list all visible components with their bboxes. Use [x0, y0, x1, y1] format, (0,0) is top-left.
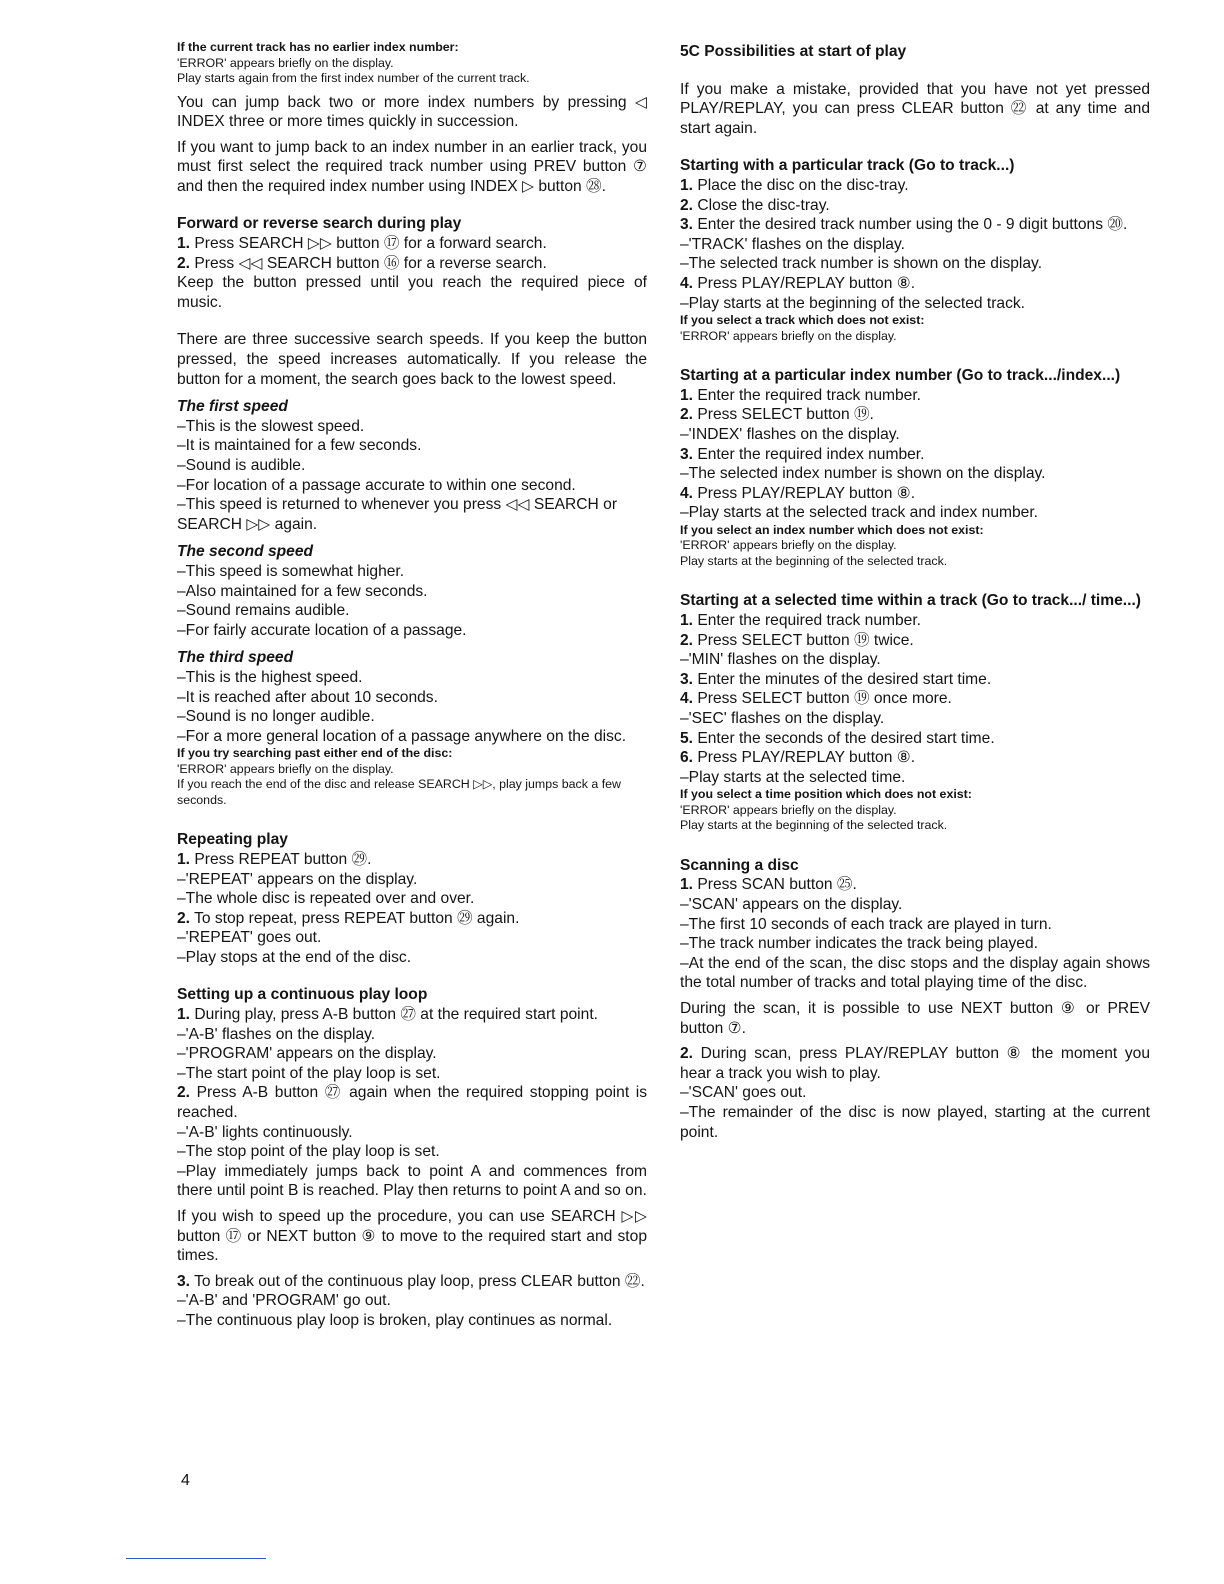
list-item: –The whole disc is repeated over and over. — [177, 890, 475, 908]
note-line: 'ERROR' appears briefly on the display. — [680, 328, 897, 343]
list-item: –'A-B' lights continuously. — [177, 1123, 353, 1141]
list-item: –Sound is no longer audible. — [177, 708, 375, 726]
subheading: The first speed — [177, 398, 288, 416]
note-line: 'ERROR' appears briefly on the display. — [680, 802, 897, 817]
note-line: Play starts again from the first index number of the current track. — [177, 71, 530, 85]
list-item: –It is reached after about 10 seconds. — [177, 688, 438, 706]
step-item: 2. To stop repeat, press REPEAT button ㉙ again. — [177, 909, 520, 927]
list-item: –It is maintained for a few seconds. — [177, 437, 422, 455]
step-item: 4. Press PLAY/REPLAY button ⑧. — [680, 274, 916, 292]
step-item: 4. Press PLAY/REPLAY button ⑧. — [680, 484, 916, 502]
section-heading: Setting up a continuous play loop — [177, 986, 428, 1004]
paragraph: There are three successive search speeds. If you keep the button pressed, the speed increases automatically. If you release the button for a moment, the search goes back to the lowest speed. — [177, 331, 647, 388]
note-heading: If you select a time position which does not exist: — [680, 787, 972, 802]
list-item: –Play starts at the selected time. — [680, 768, 906, 786]
note-heading: If you select a track which does not exist: — [680, 313, 925, 328]
list-item: –The start point of the play loop is set. — [177, 1064, 441, 1082]
step-item: 1. Enter the required track number. — [680, 611, 921, 629]
list-item: –The remainder of the disc is now played, starting at the current point. — [680, 1103, 1150, 1141]
note-line: Play starts at the beginning of the selected track. — [680, 818, 948, 833]
list-item: –Play immediately jumps back to point A and commences from there until point B is reached. Play then returns to point A and so on. — [177, 1162, 647, 1200]
section-heading: Scanning a disc — [680, 856, 799, 874]
step-item: 1. Press REPEAT button ㉙. — [177, 850, 372, 868]
list-item: –For a more general location of a passage anywhere on the disc. — [177, 727, 627, 745]
list-item: –Play starts at the beginning of the selected track. — [680, 294, 1025, 312]
list-item: –'A-B' flashes on the display. — [177, 1025, 376, 1043]
section-heading: 5C Possibilities at start of play — [680, 43, 907, 60]
section-heading: Forward or reverse search during play — [177, 215, 462, 233]
list-item: –Also maintained for a few seconds. — [177, 582, 428, 600]
note-heading: If you try searching past either end of the disc: — [177, 746, 453, 761]
paragraph: If you want to jump back to an index number in an earlier track, you must first select the required track number using PREV button ⑦ and then the required index number using INDEX ▷ button ㉘. — [177, 138, 647, 195]
list-item: –The first 10 seconds of each track are played in turn. — [680, 915, 1052, 933]
list-item: –'SEC' flashes on the display. — [680, 709, 885, 727]
list-item: –'TRACK' flashes on the display. — [680, 235, 905, 253]
list-item: –'SCAN' appears on the display. — [680, 896, 903, 913]
paragraph: If you wish to speed up the procedure, you can use SEARCH ▷▷ button ⑰ or NEXT button ⑨ to move to the required start and stop times. — [177, 1208, 647, 1265]
paragraph: If you make a mistake, provided that you have not yet pressed PLAY/REPLAY, you can press CLEAR button ㉒ at any time and start again. — [680, 80, 1150, 137]
note-line: 'ERROR' appears briefly on the display. — [177, 761, 394, 776]
note-heading: If the current track has no earlier index number: — [177, 40, 459, 54]
page-number: 4 — [181, 1472, 190, 1489]
step-item: 3. Enter the desired track number using the 0 - 9 digit buttons ⑳. — [680, 216, 1128, 234]
step-item: 6. Press PLAY/REPLAY button ⑧. — [680, 749, 916, 767]
step-item: 3. Enter the required index number. — [680, 445, 925, 463]
paragraph: You can jump back two or more index numbers by pressing ◁ INDEX three or more times quickly in succession. — [177, 93, 647, 131]
list-item: –'A-B' and 'PROGRAM' go out. — [177, 1292, 391, 1310]
note-line: 'ERROR' appears briefly on the display. — [680, 538, 897, 553]
list-item: –'PROGRAM' appears on the display. — [177, 1045, 437, 1063]
list-item: –'REPEAT' goes out. — [177, 929, 322, 947]
list-item: –Sound is audible. — [177, 457, 306, 474]
list-item: –The selected track number is shown on the display. — [680, 255, 1043, 273]
list-item: –The stop point of the play loop is set. — [177, 1143, 440, 1161]
list-item: –This speed is somewhat higher. — [177, 562, 405, 580]
list-item: –The track number indicates the track being played. — [680, 935, 1038, 953]
paragraph: During the scan, it is possible to use NEXT button ⑨ or PREV button ⑦. — [680, 999, 1150, 1037]
step-item: 2. During scan, press PLAY/REPLAY button ⑧ the moment you hear a track you wish to play. — [680, 1045, 1150, 1082]
section-heading: Repeating play — [177, 831, 288, 849]
list-item: –The continuous play loop is broken, play continues as normal. — [177, 1311, 613, 1329]
list-item: –For location of a passage accurate to within one second. — [177, 476, 576, 494]
list-item: –'REPEAT' appears on the display. — [177, 870, 418, 888]
step-item: 2. Close the disc-tray. — [680, 196, 830, 214]
right-column — [680, 40, 1150, 1142]
list-item: –'MIN' flashes on the display. — [680, 651, 881, 669]
subheading: The second speed — [177, 543, 314, 561]
section-heading: Starting at a particular index number (Go to track.../index...) — [680, 367, 1121, 385]
step-item: 1. Press SEARCH ▷▷ button ⑰ for a forward search. — [177, 235, 547, 253]
list-item: –This speed is returned to whenever you press ◁◁ SEARCH or SEARCH ▷▷ again. — [177, 496, 618, 533]
list-item: –'INDEX' flashes on the display. — [680, 425, 900, 443]
note-heading: If you select an index number which does not exist: — [680, 522, 984, 537]
step-item: 3. To break out of the continuous play loop, press CLEAR button ㉒. — [177, 1272, 645, 1290]
note-line: 'ERROR' appears briefly on the display. — [177, 55, 394, 70]
list-item: –Play starts at the selected track and index number. — [680, 504, 1038, 522]
step-item: 3. Enter the minutes of the desired start time. — [680, 670, 992, 688]
step-item: 2. Press SELECT button ⑲ twice. — [680, 631, 914, 649]
list-item: –This is the slowest speed. — [177, 417, 365, 435]
note-line: If you reach the end of the disc and release SEARCH ▷▷, play jumps back a few seconds. — [177, 777, 622, 807]
subheading: The third speed — [177, 649, 294, 667]
step-item: 1. Press SCAN button ㉕. — [680, 876, 857, 894]
left-column — [177, 40, 647, 1331]
step-item: 4. Press SELECT button ⑲ once more. — [680, 690, 952, 708]
step-item: 1. During play, press A-B button ㉗ at the required start point. — [177, 1006, 598, 1024]
footer-rule — [126, 1558, 266, 1559]
step-item: 1. Enter the required track number. — [680, 386, 921, 404]
list-item: –For fairly accurate location of a passage. — [177, 621, 467, 639]
list-item: –The selected index number is shown on the display. — [680, 465, 1046, 483]
note-line: Play starts at the beginning of the selected track. — [680, 553, 948, 568]
section-heading: Starting with a particular track (Go to track...) — [680, 157, 1015, 175]
step-item: 5. Enter the seconds of the desired start time. — [680, 729, 995, 747]
step-item: 2. Press ◁◁ SEARCH button ⑯ for a reverse search. — [177, 254, 547, 272]
step-item: 1. Place the disc on the disc-tray. — [680, 176, 909, 194]
step-item: 2. Press A-B button ㉗ again when the required stopping point is reached. — [177, 1084, 647, 1122]
paragraph: Keep the button pressed until you reach the required piece of music. — [177, 274, 647, 311]
list-item: –'SCAN' goes out. — [680, 1084, 807, 1102]
list-item: –This is the highest speed. — [177, 668, 363, 686]
section-heading: Starting at a selected time within a track (Go to track.../ time...) — [680, 592, 1141, 610]
list-item: –Sound remains audible. — [177, 602, 350, 620]
step-item: 2. Press SELECT button ⑲. — [680, 406, 874, 424]
list-item: –At the end of the scan, the disc stops and the display again shows the total number of tracks and total playing time of the disc. — [680, 954, 1150, 992]
list-item: –Play stops at the end of the disc. — [177, 948, 412, 966]
